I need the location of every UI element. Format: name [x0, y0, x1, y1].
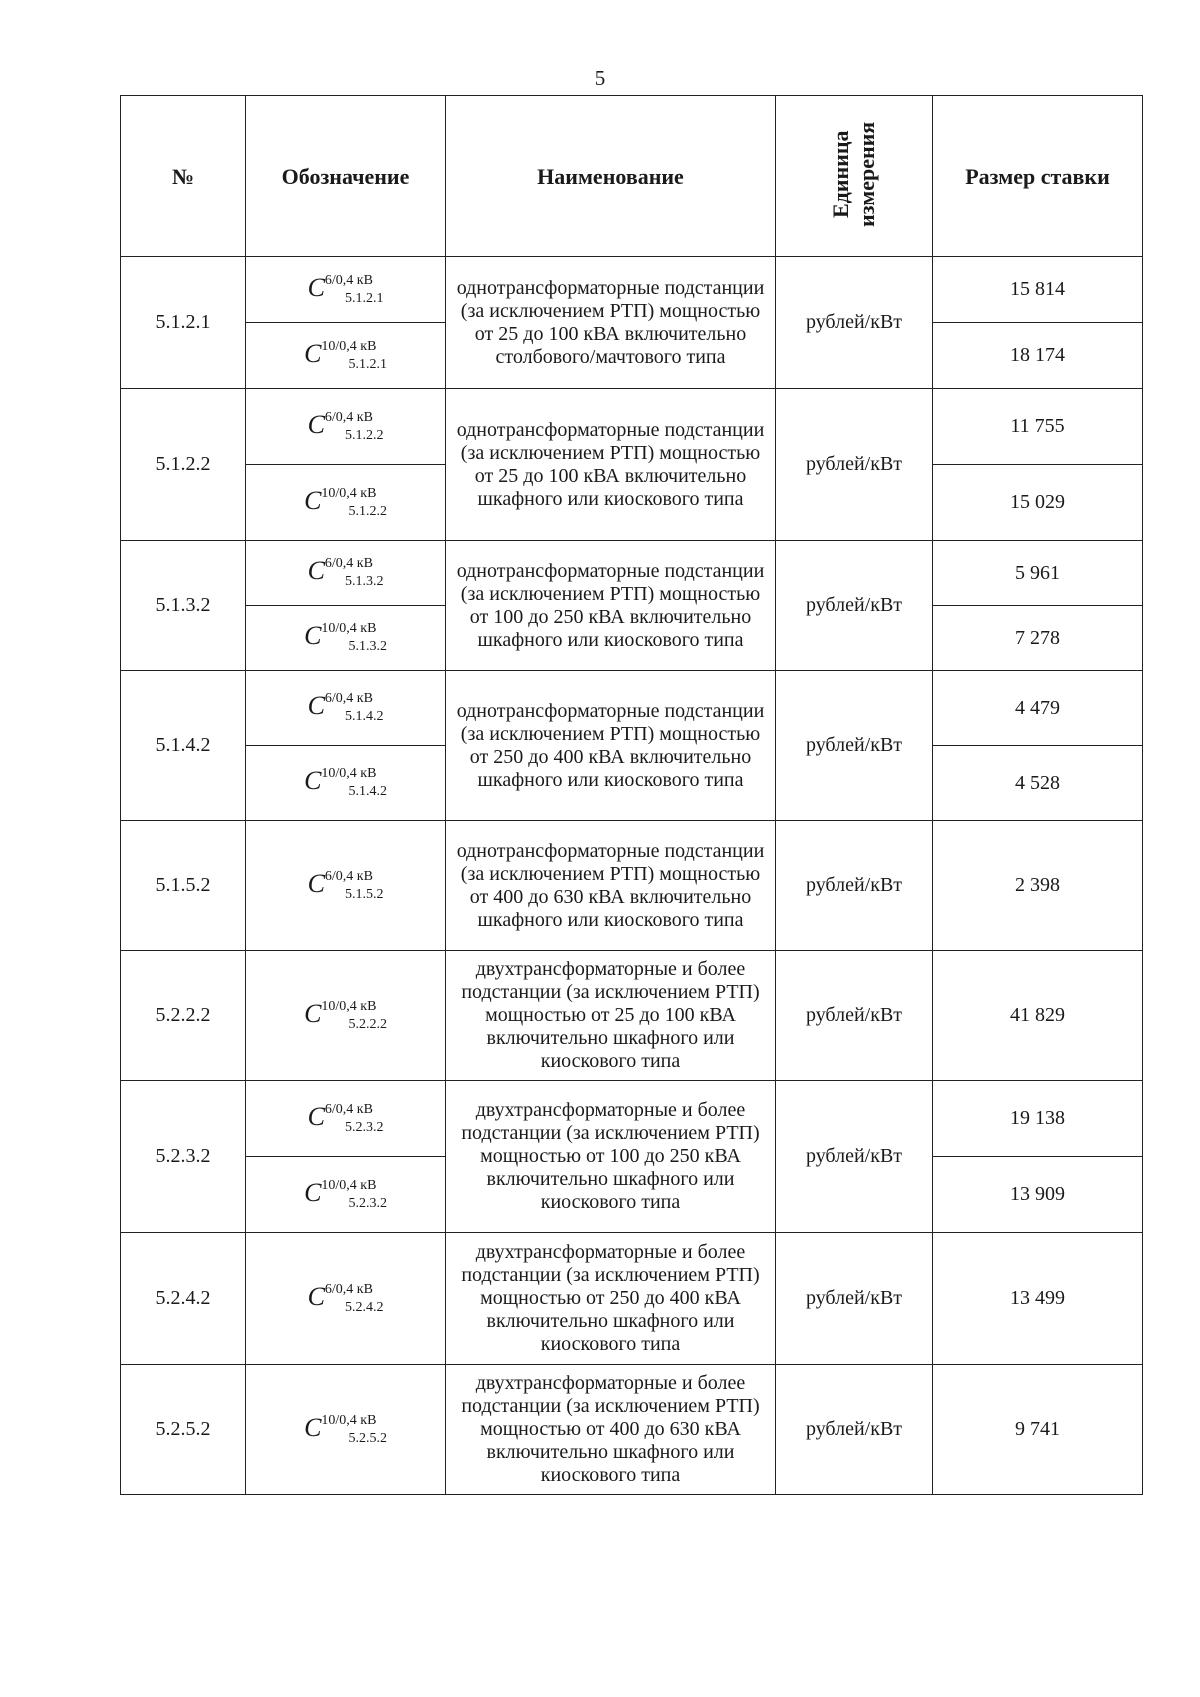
designation-cell: [246, 606, 446, 671]
row-number: 5.1.2.2: [121, 389, 246, 541]
designation-symbol: $C^{10/0,4 кВ}_{5.1.4.2}$: [304, 766, 387, 799]
designation-symbol: $C^{10/0,4 кВ}_{5.2.3.2}$: [304, 1177, 387, 1211]
designation-voltage: 10/0,4 кВ: [321, 1412, 377, 1428]
rate-value: 7 278: [933, 606, 1143, 671]
designation-voltage: 6/0,4 кВ: [324, 556, 373, 571]
header-designation: Обозначение: [246, 96, 446, 257]
designation-voltage: 10/0,4 кВ: [321, 766, 377, 781]
table-row: [121, 1233, 1143, 1365]
designation-index: 5.2.3.2: [348, 1195, 387, 1211]
designation-cell: [246, 671, 446, 746]
designation-index: 5.1.3.2: [344, 574, 384, 589]
designation-index: 5.1.3.2: [348, 639, 387, 654]
designation-cell: [246, 541, 446, 606]
description: однотрансформаторные подстанции (за исключением РТП) мощностью от 100 до 250 кВА включительно шкафного или киоскового типа: [446, 541, 776, 671]
designation-symbol: $C^{10/0,4 кВ}_{5.2.2.2}$: [304, 998, 387, 1032]
rate-value: 18 174: [933, 323, 1143, 389]
designation-cell: [246, 1081, 446, 1157]
unit: рублей/кВт: [776, 389, 933, 541]
designation-symbol: $C^{10/0,4 кВ}_{5.2.5.2}$: [304, 1412, 387, 1446]
row-number: 5.1.5.2: [121, 821, 246, 951]
unit: рублей/кВт: [776, 1233, 933, 1365]
table-row: [121, 821, 1143, 951]
table-row: [121, 1365, 1143, 1495]
designation-index: 5.2.5.2: [348, 1430, 387, 1446]
designation-symbol: $C^{6/0,4 кВ}_{5.1.2.1}$: [307, 272, 384, 306]
rate-value: 13 499: [933, 1233, 1143, 1365]
rate-value: 9 741: [933, 1365, 1143, 1495]
row-number: 5.2.4.2: [121, 1233, 246, 1365]
designation-cell: [246, 1365, 446, 1495]
page-number: 5: [594, 66, 606, 90]
designation-index: 5.1.2.1: [348, 356, 387, 372]
description: однотрансформаторные подстанции (за исключением РТП) мощностью от 250 до 400 кВА включительно шкафного или киоскового типа: [446, 671, 776, 821]
header-num: №: [121, 96, 246, 257]
designation-index: 5.1.2.1: [344, 290, 384, 306]
designation-voltage: 10/0,4 кВ: [321, 338, 377, 354]
designation-index: 5.2.3.2: [344, 1119, 384, 1135]
designation-symbol: $C^{6/0,4 кВ}_{5.2.3.2}$: [307, 1101, 384, 1135]
header-unit-label: Единица измерения: [828, 121, 879, 227]
row-number: 5.1.3.2: [121, 541, 246, 671]
unit: рублей/кВт: [776, 1365, 933, 1495]
designation-index: 5.1.4.2: [348, 784, 387, 799]
designation-symbol: $C^{6/0,4 кВ}_{5.1.2.2}$: [307, 409, 384, 443]
table-row: [121, 951, 1143, 1081]
rate-value: 15 029: [933, 465, 1143, 541]
row-number: 5.2.2.2: [121, 951, 246, 1081]
rate-value: 4 528: [933, 746, 1143, 821]
unit: рублей/кВт: [776, 671, 933, 821]
designation-cell: [246, 465, 446, 541]
designation-voltage: 10/0,4 кВ: [321, 1177, 377, 1193]
description: однотрансформаторные подстанции (за исключением РТП) мощностью от 25 до 100 кВА включительно столбового/мачтового типа: [446, 257, 776, 389]
rate-value: 5 961: [933, 541, 1143, 606]
description: двухтрансформаторные и более подстанции (за исключением РТП) мощностью от 400 до 630 кВА включительно шкафного или киоскового типа: [446, 1365, 776, 1495]
description: однотрансформаторные подстанции (за исключением РТП) мощностью от 25 до 100 кВА включительно шкафного или киоскового типа: [446, 389, 776, 541]
header-rate: Размер ставки: [933, 96, 1143, 257]
designation-voltage: 6/0,4 кВ: [324, 868, 373, 884]
designation-voltage: 6/0,4 кВ: [324, 1101, 373, 1117]
designation-voltage: 10/0,4 кВ: [321, 621, 377, 636]
rates-table: [120, 95, 1143, 1495]
description: двухтрансформаторные и более подстанции (за исключением РТП) мощностью от 25 до 100 кВА включительно шкафного или киоскового типа: [446, 951, 776, 1081]
rate-value: 13 909: [933, 1157, 1143, 1233]
designation-symbol: $C^{10/0,4 кВ}_{5.1.2.2}$: [304, 485, 387, 519]
rate-value: 19 138: [933, 1081, 1143, 1157]
header-name: Наименование: [446, 96, 776, 257]
unit: рублей/кВт: [776, 821, 933, 951]
designation-cell: [246, 257, 446, 323]
designation-symbol: $C^{10/0,4 кВ}_{5.1.2.1}$: [304, 338, 387, 372]
designation-voltage: 6/0,4 кВ: [324, 272, 373, 288]
designation-voltage: 6/0,4 кВ: [324, 1281, 373, 1297]
designation-cell: [246, 323, 446, 389]
designation-voltage: 10/0,4 кВ: [321, 485, 377, 501]
header-row: [121, 96, 1143, 257]
unit: рублей/кВт: [776, 951, 933, 1081]
table-body: [121, 257, 1143, 1495]
rate-value: 4 479: [933, 671, 1143, 746]
designation-symbol: $C^{6/0,4 кВ}_{5.1.5.2}$: [307, 868, 384, 902]
row-number: 5.2.5.2: [121, 1365, 246, 1495]
designation-cell: [246, 389, 446, 465]
designation-voltage: 6/0,4 кВ: [324, 409, 373, 425]
description: двухтрансформаторные и более подстанции (за исключением РТП) мощностью от 250 до 400 кВА включительно шкафного или киоскового типа: [446, 1233, 776, 1365]
designation-index: 5.1.4.2: [344, 709, 384, 724]
table-row: [121, 389, 1143, 465]
designation-symbol: $C^{6/0,4 кВ}_{5.2.4.2}$: [307, 1281, 384, 1315]
row-number: 5.1.2.1: [121, 257, 246, 389]
designation-voltage: 6/0,4 кВ: [324, 691, 373, 706]
designation-cell: [246, 951, 446, 1081]
designation-index: 5.2.4.2: [344, 1299, 384, 1315]
designation-symbol: $C^{6/0,4 кВ}_{5.1.4.2}$: [307, 691, 384, 724]
rate-value: 41 829: [933, 951, 1143, 1081]
designation-cell: [246, 1233, 446, 1365]
designation-symbol: $C^{10/0,4 кВ}_{5.1.3.2}$: [304, 621, 387, 654]
designation-symbol: $C^{6/0,4 кВ}_{5.1.3.2}$: [307, 556, 384, 589]
designation-index: 5.1.5.2: [344, 886, 384, 902]
table-row: [121, 1081, 1143, 1157]
designation-index: 5.1.2.2: [348, 503, 387, 519]
designation-cell: [246, 821, 446, 951]
row-number: 5.1.4.2: [121, 671, 246, 821]
table-row: [121, 671, 1143, 746]
rate-value: 2 398: [933, 821, 1143, 951]
description: однотрансформаторные подстанции (за исключением РТП) мощностью от 400 до 630 кВА включительно шкафного или киоскового типа: [446, 821, 776, 951]
unit: рублей/кВт: [776, 257, 933, 389]
designation-cell: [246, 1157, 446, 1233]
designation-voltage: 10/0,4 кВ: [321, 998, 377, 1014]
table-row: [121, 541, 1143, 606]
designation-index: 5.2.2.2: [348, 1016, 387, 1032]
designation-index: 5.1.2.2: [344, 427, 384, 443]
unit: рублей/кВт: [776, 1081, 933, 1233]
row-number: 5.2.3.2: [121, 1081, 246, 1233]
header-unit: [776, 96, 933, 257]
designation-cell: [246, 746, 446, 821]
description: двухтрансформаторные и более подстанции (за исключением РТП) мощностью от 100 до 250 кВА включительно шкафного или киоскового типа: [446, 1081, 776, 1233]
unit: рублей/кВт: [776, 541, 933, 671]
rate-value: 11 755: [933, 389, 1143, 465]
rate-value: 15 814: [933, 257, 1143, 323]
table-row: [121, 257, 1143, 323]
